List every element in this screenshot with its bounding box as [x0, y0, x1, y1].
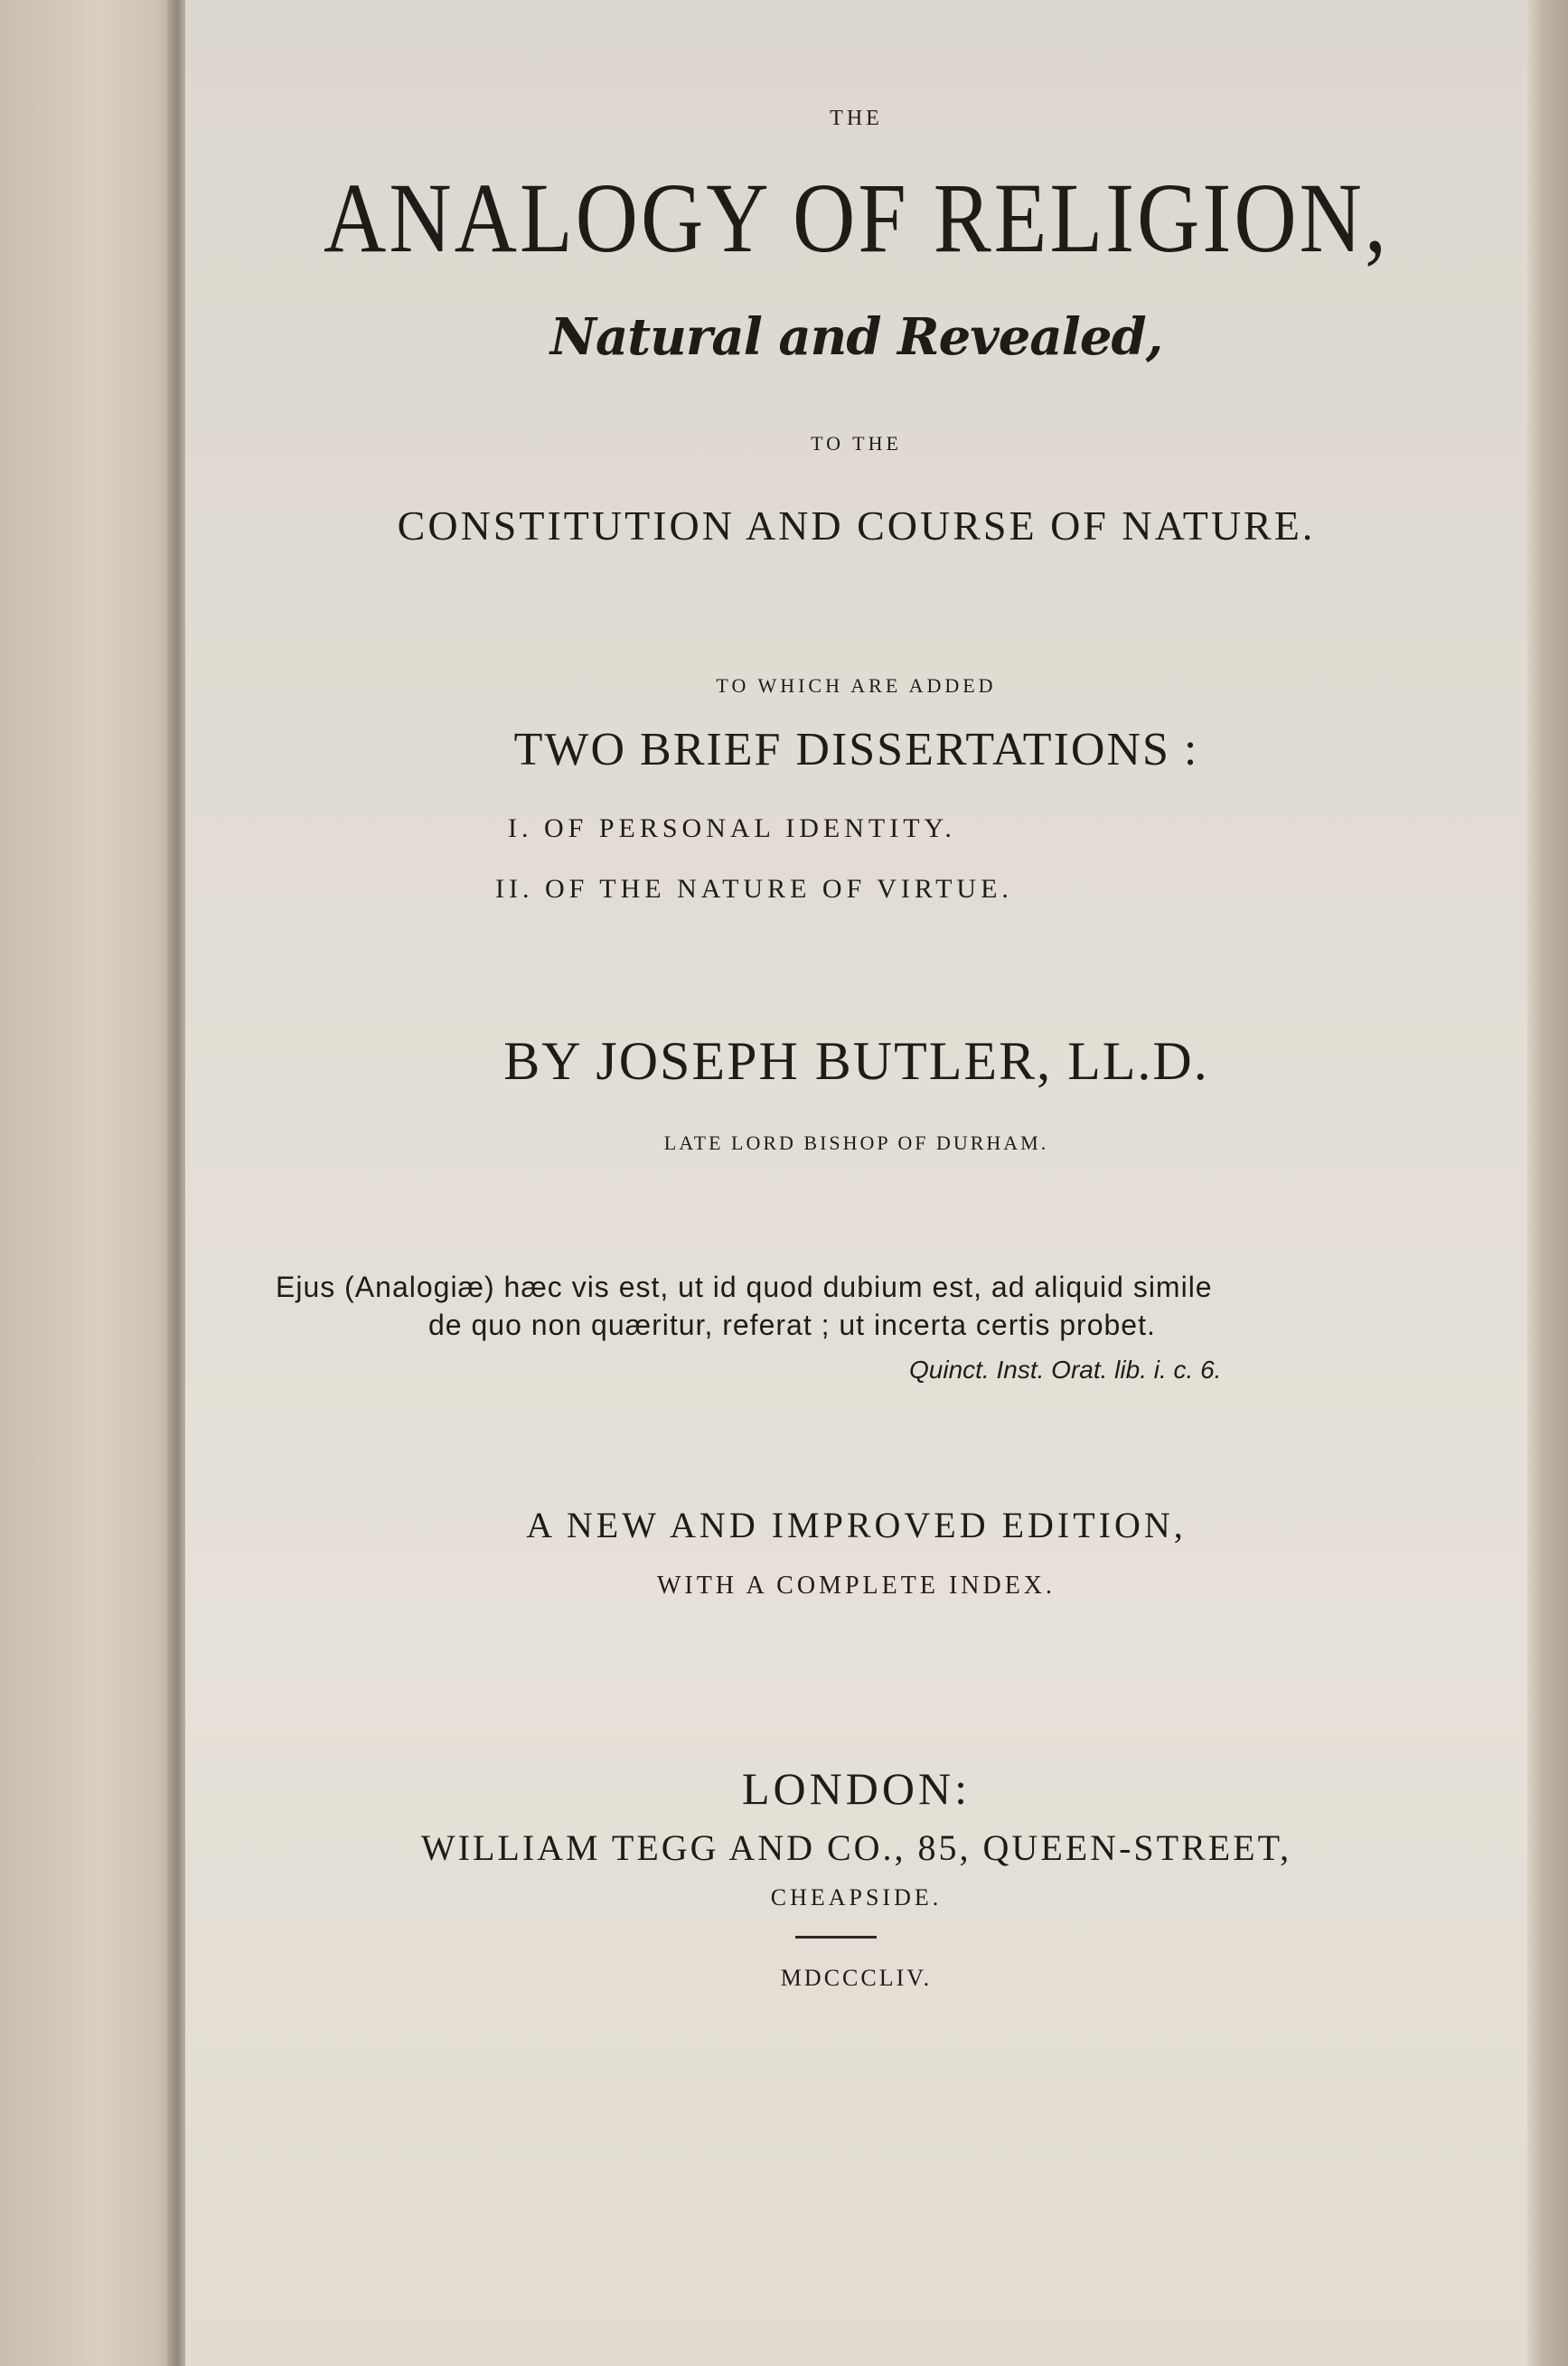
motto-line: de quo non quæritur, referat ; ut incerta certis probet. — [428, 1309, 1156, 1341]
imprint-publisher: WILLIAM TEGG AND CO., 85, QUEEN-STREET, — [420, 1827, 1292, 1868]
book-subtitle: Natural and Revealed, — [549, 307, 1163, 367]
added-intro: TO WHICH ARE ADDED — [716, 674, 997, 697]
title-connector: TO THE — [811, 432, 902, 455]
imprint-street: CHEAPSIDE. — [770, 1884, 943, 1911]
book-title: ANALOGY OF RELIGION, — [324, 161, 1389, 274]
imprint-date: MDCCCLIV. — [780, 1965, 933, 1991]
title-article: THE — [830, 107, 883, 130]
dissertation-item: II. OF THE NATURE OF VIRTUE. — [495, 874, 1013, 904]
page-edges — [1527, 0, 1568, 2366]
book-gutter — [167, 0, 187, 2366]
motto-line: Ejus (Analogiæ) hæc vis est, ut id quod dubium est, ad aliquid simile — [276, 1271, 1213, 1303]
dissertation-item: I. OF PERSONAL IDENTITY. — [508, 813, 956, 843]
imprint-rule — [795, 1936, 877, 1939]
edition-line: A NEW AND IMPROVED EDITION, — [526, 1505, 1187, 1545]
imprint-city: LONDON: — [742, 1763, 971, 1814]
title-continuation: CONSTITUTION AND COURSE OF NATURE. — [397, 502, 1316, 549]
facing-page — [0, 0, 185, 2366]
motto-citation: Quinct. Inst. Orat. lib. i. c. 6. — [909, 1356, 1222, 1384]
author-line: BY JOSEPH BUTLER, LL.D. — [503, 1031, 1209, 1091]
dissertations-heading: TWO BRIEF DISSERTATIONS : — [513, 724, 1199, 775]
index-note: WITH A COMPLETE INDEX. — [656, 1572, 1056, 1600]
author-title: LATE LORD BISHOP OF DURHAM. — [663, 1131, 1049, 1154]
